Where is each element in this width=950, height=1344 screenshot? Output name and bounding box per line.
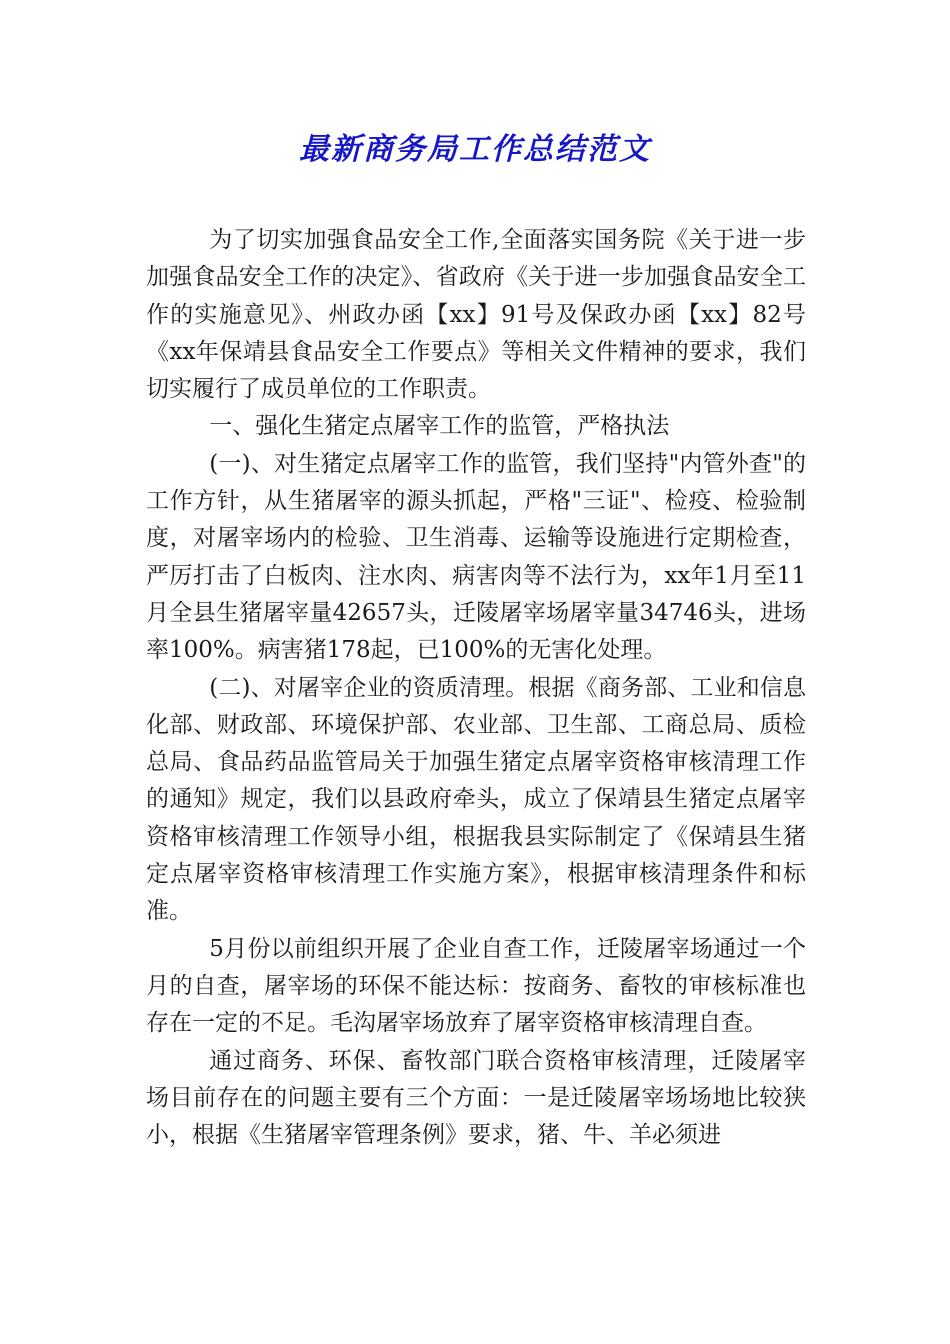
paragraph-self-inspection: 5月份以前组织开展了企业自查工作，迁陵屠宰场通过一个月的自查，屠宰场的环保不能达标：按商务、畜牧的审核标准也存在一定的不足。毛沟屠宰场放弃了屠宰资格审核清理自查。	[146, 935, 806, 1037]
document-title: 最新商务局工作总结范文	[299, 132, 651, 167]
section-heading-1: 一、强化生猪定点屠宰工作的监管，严格执法	[209, 413, 670, 440]
document-body	[146, 222, 806, 1154]
paragraph-qualification: (二)、对屠宰企业的资质清理。根据《商务部、工业和信息化部、财政部、环境保护部、农业部、卫生部、工商总局、质检总局、食品药品监管局关于加强生猪定点屠宰资格审核清理工作的通知》规定，我们以县政府牵头，成立了保靖县生猪定点屠宰资格审核清理工作领导小组，根据我县实际制定了《保靖县生猪定点屠宰资格审核清理工作实施方案》，根据审核清理条件和标准。	[146, 674, 806, 925]
paragraph-joint-review: 通过商务、环保、畜牧部门联合资格审核清理，迁陵屠宰场目前存在的问题主要有三个方面：一是迁陵屠宰场场地比较狭小，根据《生猪屠宰管理条例》要求，猪、牛、羊必须进	[146, 1047, 806, 1149]
paragraph-supervision: (一)、对生猪定点屠宰工作的监管，我们坚持"内管外查"的工作方针，从生猪屠宰的源头抓起，严格"三证"、检疫、检验制度，对屠宰场内的检验、卫生消毒、运输等设施进行定期检查，严厉打击了白板肉、注水肉、病害肉等不法行为，xx年1月至11月全县生猪屠宰量42657头，迁陵屠宰场屠宰量34746头，进场率100%。病害猪178起，已100%的无害化处理。	[146, 450, 806, 664]
paragraph-intro: 为了切实加强食品安全工作,全面落实国务院《关于进一步加强食品安全工作的决定》、省政府《关于进一步加强食品安全工作的实施意见》、州政办函【xx】91号及保政办函【xx】82号《xx年保靖县食品安全工作要点》等相关文件精神的要求，我们切实履行了成员单位的工作职责。	[146, 227, 806, 403]
